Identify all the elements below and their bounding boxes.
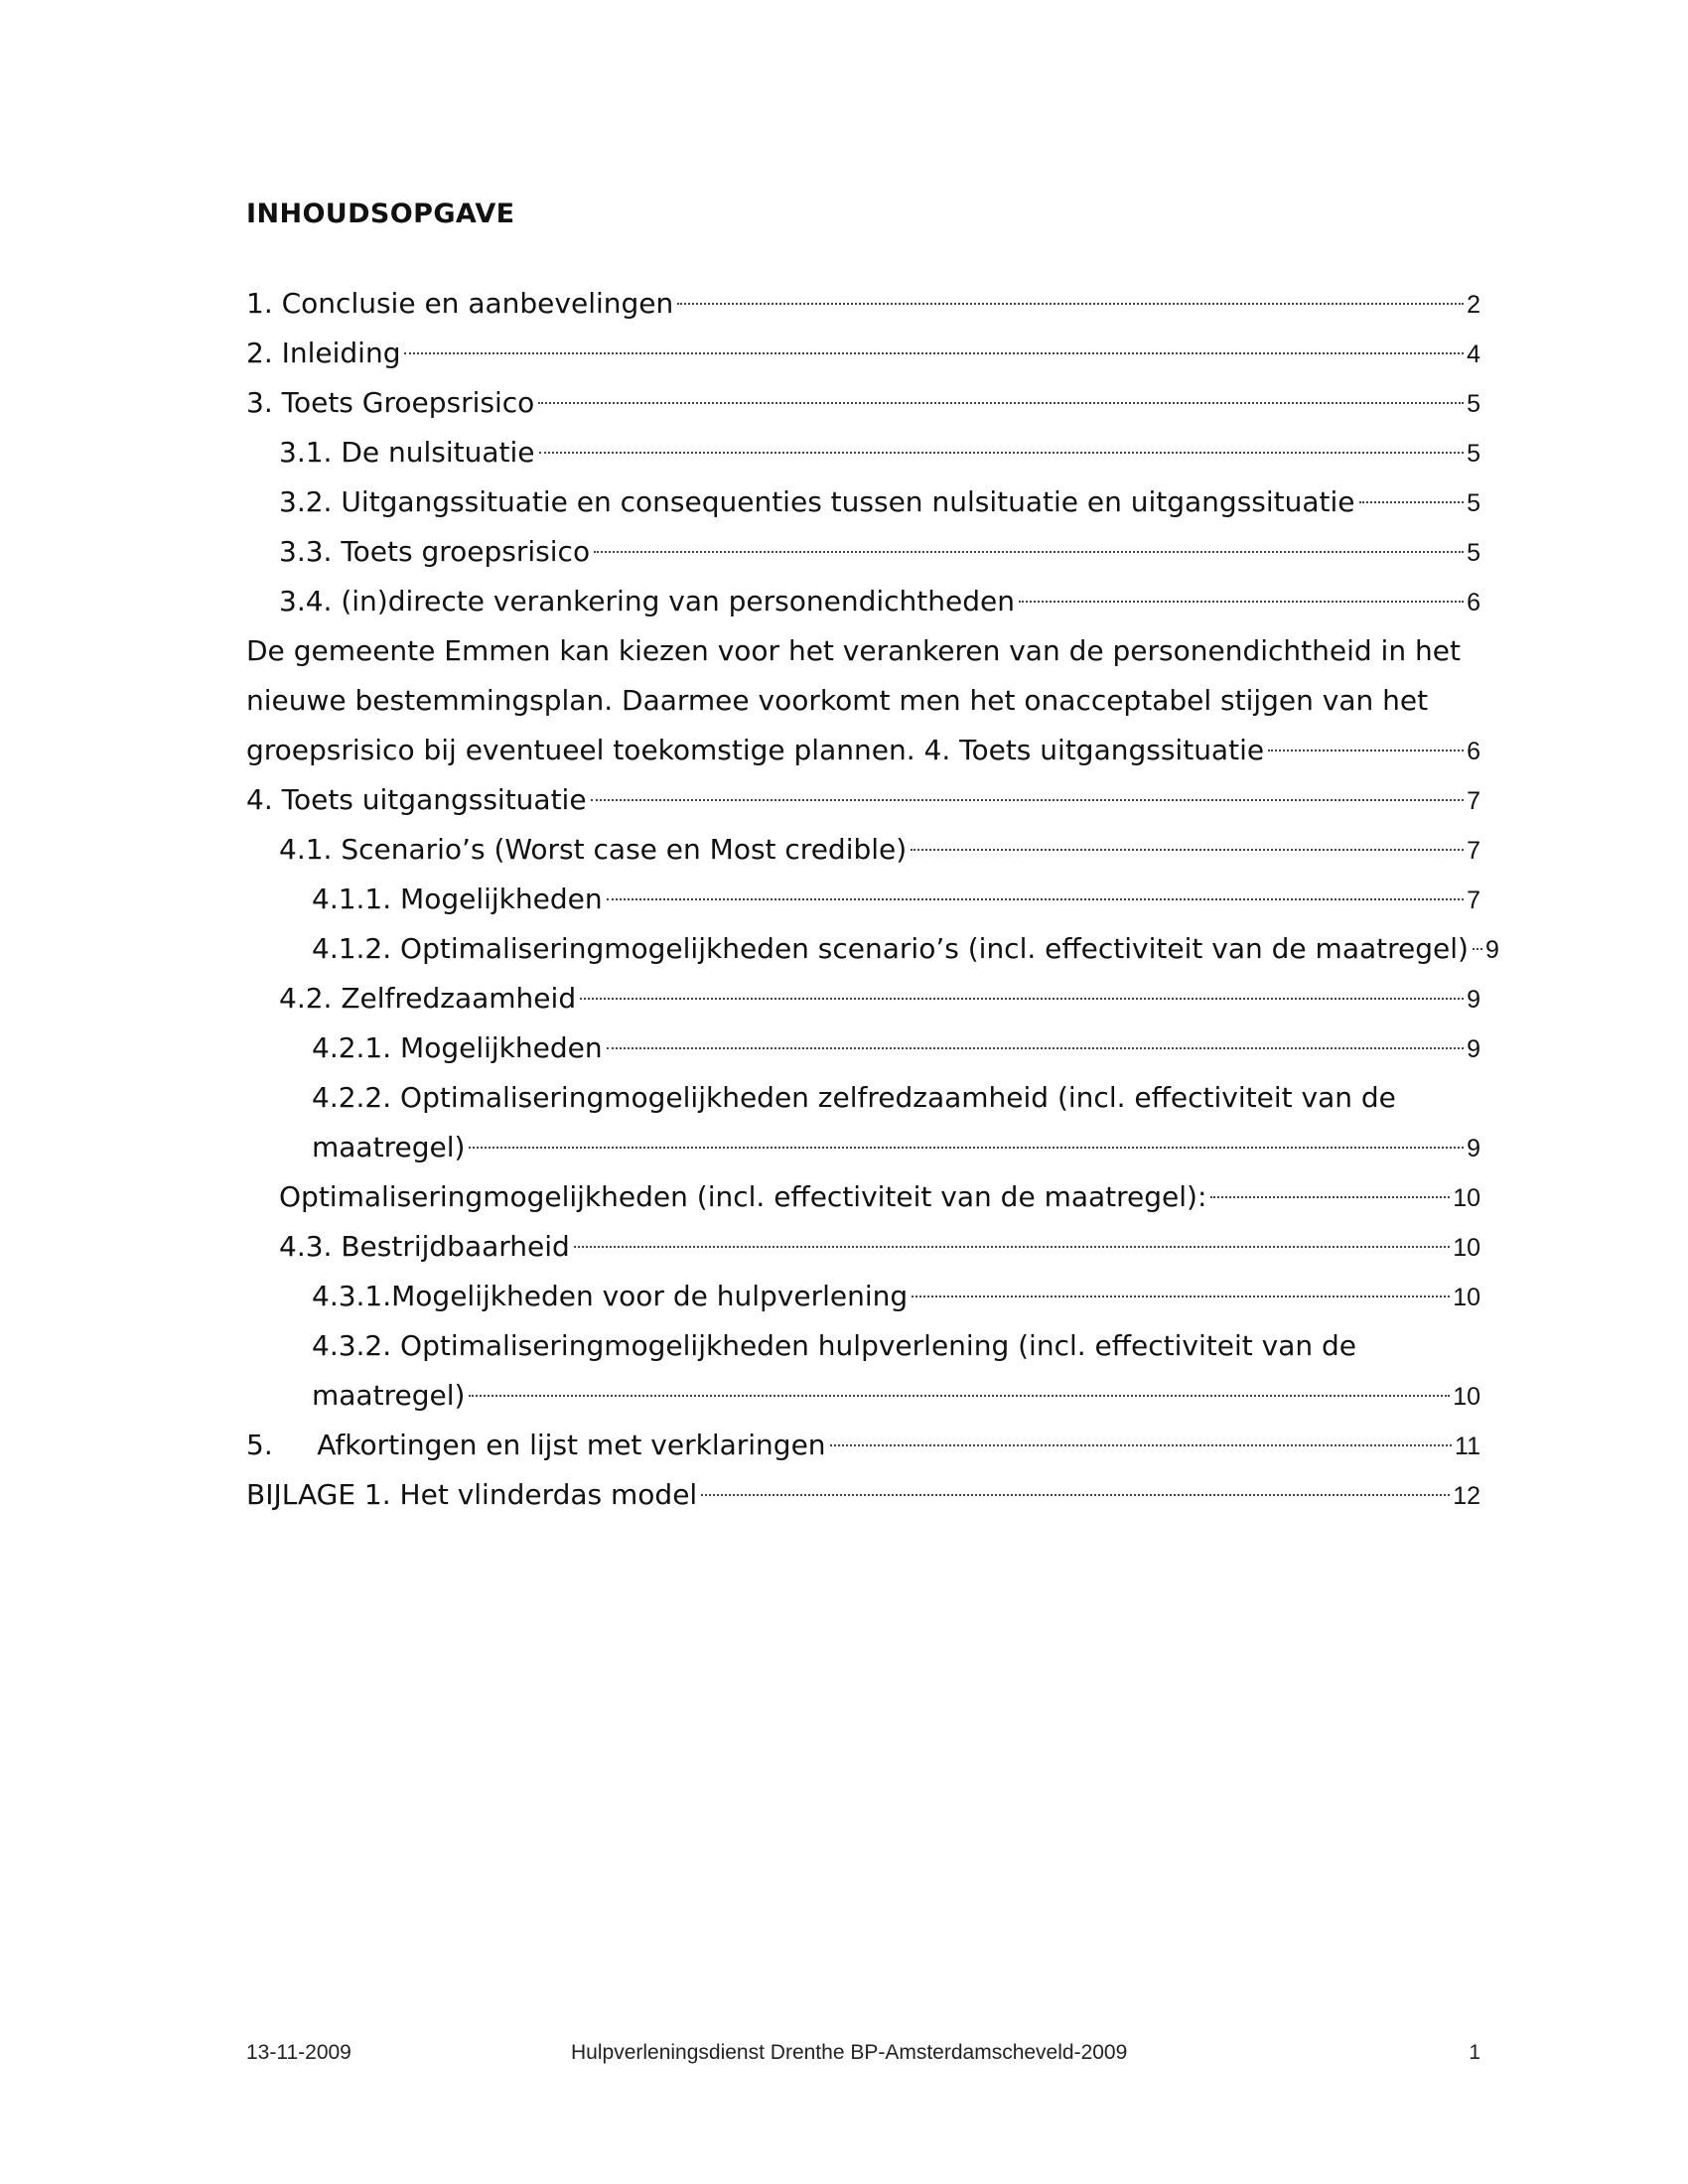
toc-wrapped-line-1[interactable]: 4.2.2. Optimaliseringmogelijkheden zelfredzaamheid (incl. effectiviteit van de [312,1081,1396,1114]
toc-entry[interactable] [246,1172,1480,1222]
toc-entry[interactable] [246,378,1480,428]
toc-section-1 [246,279,1480,626]
dot-leader [591,799,1465,801]
toc-section-2 [246,775,1499,1073]
toc-entry-page: 5 [1467,539,1480,567]
toc-entry-page: 9 [1467,1035,1480,1063]
dot-leader [594,551,1464,553]
toc-entry-page: 10 [1453,1184,1480,1212]
toc-entry-title: 4.1.2. Optimaliseringmogelijkheden scenario’s (incl. effectiviteit van de maatregel) [312,932,1469,965]
toc-entry-title: groepsrisico bij eventueel toekomstige plannen. 4. Toets uitgangssituatie [246,734,1265,766]
toc-heading: INHOUDSOPGAVE [246,199,515,229]
footer-page-number: 1 [1469,2041,1480,2064]
toc-entry[interactable] [246,1272,1480,1321]
dot-leader [912,1296,1450,1297]
dot-leader [607,898,1464,900]
footer-date: 13-11-2009 [246,2041,352,2064]
toc-entry-title: maatregel) [312,1131,466,1163]
dot-leader [469,1147,1464,1149]
toc-entry-title: 4.2.1. Mogelijkheden [312,1031,603,1064]
toc-entry[interactable] [246,974,1480,1024]
toc-entry-title: 4.1. Scenario’s (Worst case en Most credible) [279,833,908,866]
toc-entry-page: 11 [1455,1433,1480,1460]
toc-entry-title: 4. Toets uitgangssituatie [246,783,587,816]
dot-leader [539,452,1465,454]
toc-entry[interactable] [246,775,1480,825]
toc-entry[interactable] [246,279,1480,329]
toc-entry-page: 5 [1467,440,1480,468]
toc-entry[interactable] [246,1421,1480,1470]
dot-leader [1473,948,1482,950]
toc-entry-page: 2 [1467,291,1480,319]
toc-entry-title: 4.2. Zelfredzaamheid [279,982,577,1015]
toc-entry-title: 4.3.1.Mogelijkheden voor de hulpverlening [312,1280,909,1312]
dot-leader [538,402,1464,404]
toc-entry[interactable] [246,428,1480,478]
toc-entry[interactable] [246,1024,1480,1073]
toc-wrapped-line-2[interactable] [246,1123,1480,1172]
footer-organisation: Hulpverleningsdienst Drenthe BP-Amsterdamscheveld-2009 [571,2041,1128,2064]
dot-leader [911,849,1464,851]
paragraph-line-2: nieuwe bestemmingsplan. Daarmee voorkomt men het onacceptabel stijgen van het [246,684,1429,717]
toc-entry-page: 7 [1467,787,1480,815]
toc-entry-title: Optimaliseringmogelijkheden (incl. effectiviteit van de maatregel): [279,1180,1207,1213]
toc-entry-page: 12 [1453,1482,1480,1510]
toc-entry-title: 3.4. (in)directe verankering van personendichtheden [279,585,1015,617]
toc-entry-page: 5 [1467,489,1480,517]
paragraph-line-1: De gemeente Emmen kan kiezen voor het verankeren van de personendichtheid in het [246,634,1461,667]
dot-leader [677,303,1464,305]
toc-entry[interactable] [246,1222,1480,1272]
toc-section-4 [246,1421,1480,1520]
toc-entry-title: BIJLAGE 1. Het vlinderdas model [246,1478,698,1511]
dot-leader [469,1395,1450,1397]
toc-entry-page: 6 [1467,589,1480,616]
toc-entry-page: 5 [1467,390,1480,418]
toc-entry-page: 6 [1467,738,1480,765]
toc-entry-title: 2. Inleiding [246,337,401,369]
dot-leader [404,352,1464,354]
dot-leader [1210,1196,1450,1198]
toc-wrapped-line-2[interactable] [246,1371,1480,1421]
dot-leader [574,1246,1450,1248]
dot-leader [1359,501,1465,503]
toc-entry-title: 3.1. De nulsituatie [279,436,535,469]
dot-leader [607,1047,1464,1049]
toc-entry[interactable] [246,1470,1480,1520]
toc-entry-title: 1. Conclusie en aanbevelingen [246,287,674,320]
toc-wrapped-line-1[interactable]: 4.3.2. Optimaliseringmogelijkheden hulpverlening (incl. effectiviteit van de [312,1329,1357,1362]
toc-entry-title: 3. Toets Groepsrisico [246,386,535,419]
paragraph-line-3[interactable] [246,726,1480,775]
dot-leader [580,998,1464,1000]
toc-entry-page: 9 [1467,986,1480,1014]
toc-entry-title: 3.2. Uitgangssituatie en consequenties tussen nulsituatie en uitgangssituatie [279,485,1355,518]
toc-section-3 [246,1172,1480,1321]
toc-entry-title: 5. Afkortingen en lijst met verklaringen [246,1429,826,1461]
toc-entry-title: 4.3. Bestrijdbaarheid [279,1230,570,1263]
dot-leader [1019,601,1464,603]
toc-entry[interactable] [246,924,1499,974]
toc-entry[interactable] [246,329,1480,378]
dot-leader [1268,750,1464,751]
toc-entry-title: maatregel) [312,1379,466,1412]
toc-entry[interactable] [246,527,1480,577]
toc-entry-page: 7 [1467,887,1480,914]
toc-entry-page: 9 [1467,1135,1480,1162]
toc-entry[interactable] [246,825,1480,875]
toc-entry-title: 4.1.1. Mogelijkheden [312,883,603,915]
table-of-contents [246,279,1499,1520]
toc-entry-title: 3.3. Toets groepsrisico [279,535,591,568]
toc-entry-page: 9 [1484,936,1499,964]
dot-leader [701,1494,1450,1496]
toc-entry-page: 10 [1453,1284,1480,1311]
toc-entry-page: 10 [1453,1383,1480,1411]
toc-entry-page: 10 [1453,1234,1480,1262]
dot-leader [830,1444,1453,1446]
toc-entry-page: 4 [1467,341,1480,368]
toc-entry-page: 7 [1467,837,1480,865]
toc-entry[interactable] [246,577,1480,626]
toc-entry[interactable] [246,875,1480,924]
toc-entry[interactable] [246,478,1480,527]
